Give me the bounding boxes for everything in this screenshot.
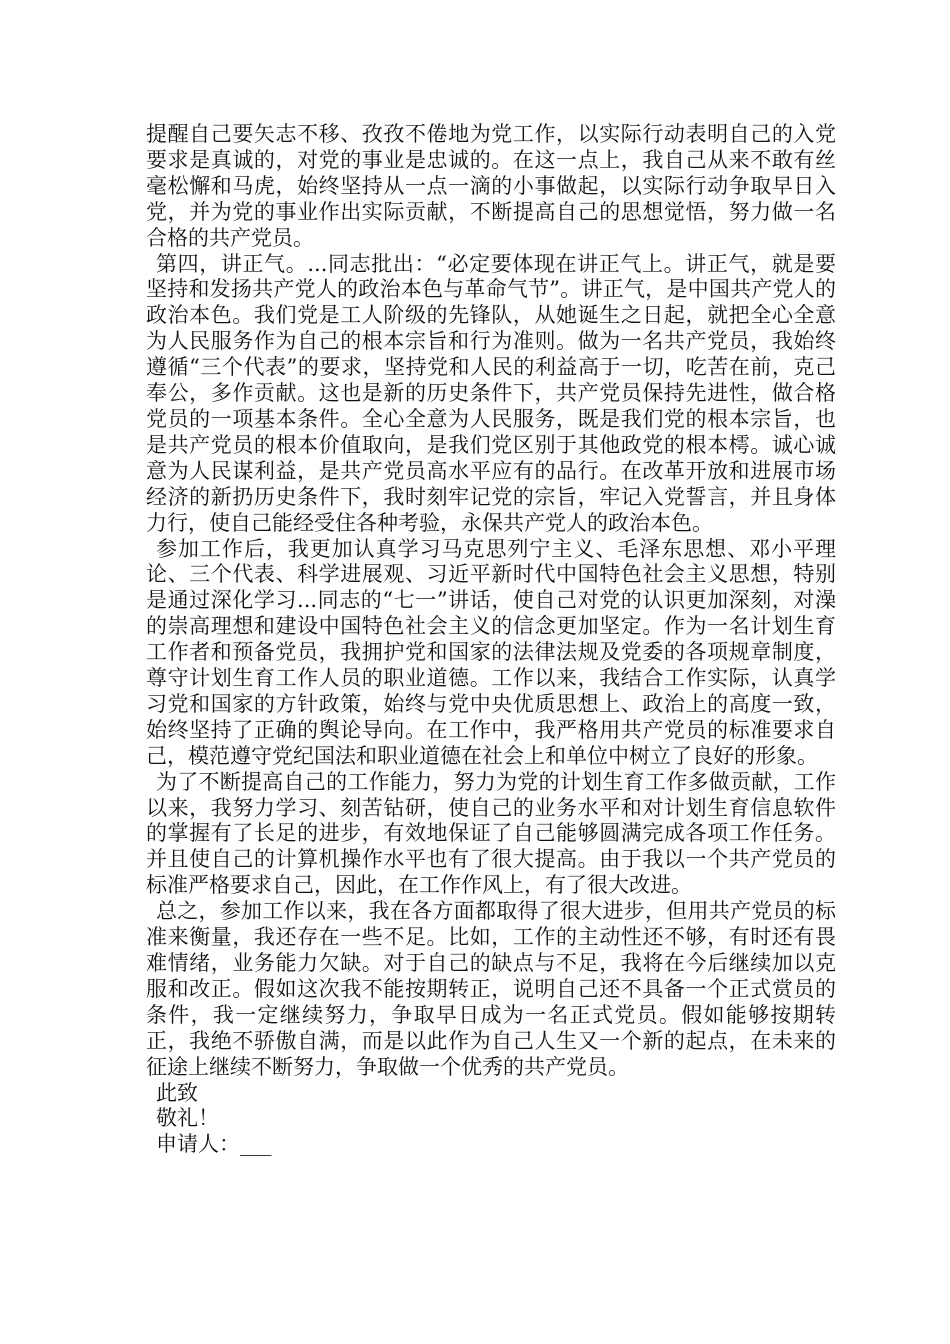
closing-salutation: 此致 [156, 1080, 198, 1105]
closing-regards: 敬礼！ [156, 1106, 219, 1131]
paragraph-5: 总之，参加工作以来，我在各方面都取得了很大进步，但用共产党员的标准来衡量，我还存在一些不足。比如，工作的主动性还不够，有时还有畏难情绪，业务能力欠缺。对于自己的缺点与不足，我将在今后继续加以克服和改正。假如这次我不能按期转正，说明自己还不具备一个正式赏员的条件，我一定继续努力，争取早日成为一名正式党员。假如能够按期转正，我绝不骄傲自满，而是以此作为自己人生又一个新的起点，在未来的征途上继续不断努力，争取做一个优秀的共产党员。 [146, 899, 836, 1079]
paragraph-4: 为了不断提高自己的工作能力，努力为党的计划生育工作多做贡献，工作以来，我努力学习、刻苦钻研，使自己的业务水平和对计划生育信息软件的掌握有了长足的进步，有效地保证了自己能够圆满完成各项工作任务。并且使自己的计算机操作水平也有了很大提高。由于我以一个共产党员的标准严格要求自己，因此，在工作作风上，有了很大改进。 [146, 769, 836, 898]
paragraph-1: 提醒自己要矢志不移、孜孜不倦地为党工作，以实际行动表明自己的入党要求是真诚的，对党的事业是忠诚的。在这一点上，我自己从来不敢有丝毫松懈和马虎，始终坚持从一点一滴的小事做起，以实际行动争取早日入党，并为党的事业作出实际贡献，不断提高自己的思想觉悟，努力做一名合格的共产党员。 [146, 122, 836, 250]
paragraph-3: 参加工作后，我更加认真学习马克思列宁主义、毛泽东思想、邓小平理论、三个代表、科学进展观、习近平新时代中国特色社会主义思想，特别是通过深化学习...同志的“七一”讲话，使自己对党的认识更加深刻，对澡的崇高理想和建设中国特色社会主义的信念更加坚定。作为一名计划生育工作者和预备党员，我拥护党和国家的法律法规及党委的各项规章制度，尊守计划生育工作人员的职业道德。工作以来，我结合工作实际，认真学习党和国家的方针政策，始终与党中央优质思想上、政治上的高度一致，始终坚持了正确的舆论导向。在工作中，我严格用共产党员的标准要求自己，模范遵守党纪国法和职业道德在社会上和单位中树立了良好的形象。 [146, 536, 836, 768]
paragraph-2: 第四，讲正气。...同志批出：“必定要体现在讲正气上。讲正气，就是要坚持和发扬共产党人的政治本色与革命气节”。讲正气，是中国共产党人的政治本色。我们党是工人阶级的先锋队，从她诞生之日起，就把全心全意为人民服务作为自己的根本宗旨和行为准则。做为一名共产党员，我始终遵循“三个代表”的要求，坚持党和人民的利益高于一切，吃苦在前，克己奉公，多作贡献。这也是新的历史条件下，共产党员保持先进性，做合格党员的一项基本条件。全心全意为人民服务，既是我们党的根本宗旨，也是共产党员的根本价值取向，是我们党区别于其他政党的根本樗。诚心诚意为人民谋利益，是共产党员高水平应有的品行。在改革开放和进展市场经济的新扔历史条件下，我时刻牢记党的宗旨，牢记入党誓言，并且身体力行，使自己能经受住各种考验，永保共产党人的政治本色。 [146, 251, 836, 535]
document-body [146, 122, 836, 1158]
applicant-signature-line: 申请人：___ [156, 1132, 272, 1157]
